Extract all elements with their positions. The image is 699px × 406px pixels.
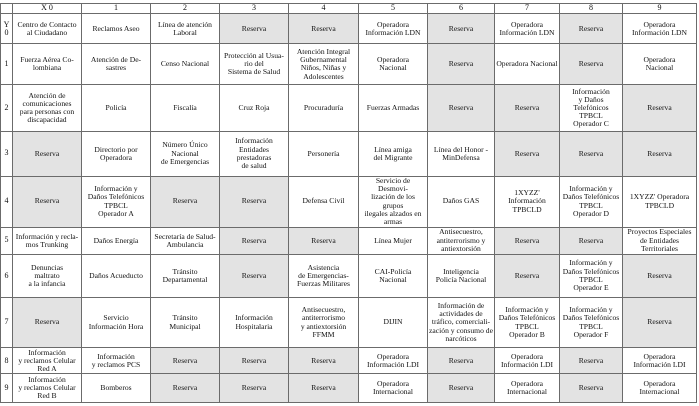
- cell-label: Reclamos Aseo: [92, 23, 140, 33]
- reserve-cell: [428, 348, 495, 374]
- service-cell: [151, 227, 220, 254]
- reserve-cell: [428, 14, 495, 44]
- cell-label: Directorio por Operadora: [94, 144, 138, 162]
- service-cell: [13, 254, 82, 297]
- reserve-cell: [495, 131, 560, 176]
- column-header: 2: [151, 4, 220, 14]
- service-cell: [623, 44, 697, 85]
- service-cell: [220, 131, 289, 176]
- column-header: 1: [82, 4, 151, 14]
- service-cell: [289, 254, 359, 297]
- cell-label: Atención de De- sastres: [90, 55, 142, 73]
- cell-label: Atención de comunicaciones para personas con discapacidad: [19, 90, 75, 125]
- service-cell: [359, 348, 428, 374]
- cell-label: Operadora Información LDI: [366, 351, 420, 369]
- cell-label: Reserva: [647, 102, 672, 112]
- y-zero-label: 0: [4, 27, 9, 37]
- service-cell: [289, 44, 359, 85]
- cell-label: Reserva: [241, 355, 267, 365]
- cell-label: Reserva: [241, 23, 267, 33]
- cell-label: Reserva: [514, 235, 540, 245]
- reserve-cell: [428, 85, 495, 132]
- cell-label: Asistencia de Emergencias- Fuerzas Militares: [297, 262, 350, 288]
- row-header: [1, 14, 13, 44]
- reserve-cell: [495, 85, 560, 132]
- cell-label: Operadora Información LDI: [633, 351, 686, 369]
- cell-label: Línea amiga del Migrante: [373, 144, 413, 162]
- cell-label: Reserva: [311, 383, 336, 393]
- service-cell: [623, 14, 697, 44]
- cell-label: Reserva: [514, 148, 540, 158]
- table-row: [1, 348, 697, 374]
- cell-label: Información y Daños Telefónicos TPBCL Operador D: [562, 184, 620, 218]
- cell-label: Operadora Información LDN: [365, 19, 421, 37]
- reserve-cell: [560, 374, 623, 403]
- service-cell: [359, 374, 428, 403]
- reserve-cell: [623, 254, 697, 297]
- cell-label: Reserva: [578, 383, 604, 393]
- cell-label: Personería: [307, 148, 340, 158]
- reserve-cell: [623, 131, 697, 176]
- reserve-cell: [13, 297, 82, 348]
- reserve-cell: [623, 297, 697, 348]
- cell-label: Servicio Información Hora: [88, 313, 144, 331]
- cell-label: Denuncias maltrato a la infancia: [28, 262, 66, 288]
- cell-label: Información y Daños Telefónicos TPBCL Operador F: [562, 305, 620, 339]
- table-row: [1, 85, 697, 132]
- y-axis-label: Y: [3, 19, 10, 29]
- cell-label: Censo Nacional: [160, 59, 210, 69]
- cell-label: Cruz Roja: [238, 102, 270, 112]
- row-header: 3: [1, 131, 13, 176]
- reserve-cell: [151, 348, 220, 374]
- reserve-cell: [560, 227, 623, 254]
- reserve-cell: [220, 176, 289, 227]
- cell-label: Información de actividades de tráfico, comerciali- zación y consumo de narcóticos: [429, 301, 493, 343]
- cell-label: Reserva: [448, 355, 474, 365]
- cell-label: Reserva: [311, 235, 336, 245]
- cell-label: Fuerza Aérea Co- lombiana: [20, 55, 74, 73]
- cell-label: Servicio de Desmovi- lización de los grupos ilegales alzados en armas: [364, 176, 422, 226]
- service-cell: [560, 176, 623, 227]
- service-cell: [289, 297, 359, 348]
- service-cell: [495, 176, 560, 227]
- reserve-cell: [220, 227, 289, 254]
- cell-label: Reserva: [34, 196, 60, 206]
- reserve-cell: [13, 176, 82, 227]
- cell-label: Operadora Nacional: [376, 55, 410, 73]
- service-cell: [428, 227, 495, 254]
- service-cell: [428, 254, 495, 297]
- column-header-x0: X 0: [13, 4, 82, 14]
- cell-label: Daños Acueducto: [89, 270, 143, 280]
- service-cell: [495, 297, 560, 348]
- row-header: 2: [1, 85, 13, 132]
- cell-label: Reserva: [578, 355, 604, 365]
- cell-label: Información y Daños Telefónicos TPBCL Operador A: [87, 184, 145, 218]
- service-cell: [359, 131, 428, 176]
- service-cell: [428, 297, 495, 348]
- cell-label: Centro de Contacto al Ciudadano: [17, 19, 77, 37]
- reserve-cell: [289, 14, 359, 44]
- cell-label: Información y reclamos Celular Red B: [18, 374, 76, 401]
- cell-label: Información y reclamos Celular Red A: [18, 347, 76, 374]
- column-header: 6: [428, 4, 495, 14]
- cell-label: Operadora Información LDN: [499, 19, 555, 37]
- reserve-cell: [220, 348, 289, 374]
- cell-label: Reserva: [514, 270, 540, 280]
- cell-label: Operadora Nacional: [643, 55, 676, 73]
- service-cell: [220, 85, 289, 132]
- cell-label: Defensa Civil: [302, 196, 345, 206]
- cell-label: Antisecuestro, antiterrorismo y antiextorsión: [436, 227, 486, 253]
- service-cell: [428, 176, 495, 227]
- reserve-cell: [220, 14, 289, 44]
- service-cell: [359, 254, 428, 297]
- column-header: 4: [289, 4, 359, 14]
- service-cell: [623, 374, 697, 403]
- service-cell: [151, 85, 220, 132]
- service-cell: [359, 176, 428, 227]
- column-header: 3: [220, 4, 289, 14]
- reserve-cell: [289, 374, 359, 403]
- cell-label: Reserva: [448, 102, 474, 112]
- cell-label: Reserva: [647, 317, 672, 327]
- cell-label: Reserva: [311, 355, 336, 365]
- cell-label: Información y reclamos PCS: [91, 351, 141, 369]
- reserve-cell: [560, 131, 623, 176]
- row-header: 4: [1, 176, 13, 227]
- service-cell: [13, 227, 82, 254]
- service-cell: [151, 44, 220, 85]
- service-cell: [82, 85, 151, 132]
- row-header: 8: [1, 348, 13, 374]
- cell-label: Bomberos: [100, 383, 132, 393]
- cell-label: Secretaría de Salud- Ambulancia: [154, 231, 216, 249]
- cell-label: Información y Daños Telefónicos TPBCL Operador C: [572, 86, 610, 129]
- cell-label: Reserva: [241, 270, 267, 280]
- service-cell: [560, 254, 623, 297]
- reserve-cell: [220, 254, 289, 297]
- cell-label: 1XYZZ' Operadora TPBCLD: [629, 192, 690, 210]
- reserve-cell: [151, 374, 220, 403]
- service-cell: [289, 85, 359, 132]
- cell-label: Reserva: [647, 270, 672, 280]
- table-row: [1, 14, 697, 44]
- service-cell: [82, 348, 151, 374]
- table-row: [1, 176, 697, 227]
- service-cell: [13, 374, 82, 403]
- table-row: [1, 297, 697, 348]
- cell-label: Línea de atención Laboral: [158, 19, 212, 37]
- cell-label: Información y Daños Telefónicos TPBCL Operador B: [498, 305, 556, 339]
- service-cell: [220, 297, 289, 348]
- reserve-cell: [560, 44, 623, 85]
- service-cell: [359, 297, 428, 348]
- cell-label: Daños GAS: [442, 196, 480, 206]
- cell-label: Reserva: [241, 196, 267, 206]
- number-allocation-table: [0, 3, 697, 403]
- cell-label: Reserva: [448, 59, 474, 69]
- service-cell: [82, 297, 151, 348]
- service-cell: [359, 85, 428, 132]
- cell-label: Número Único Nacional de Emergencias: [160, 140, 210, 166]
- cell-label: Reserva: [647, 148, 672, 158]
- service-cell: [495, 374, 560, 403]
- cell-label: Reserva: [448, 23, 474, 33]
- column-header: 8: [560, 4, 623, 14]
- cell-label: Inteligencia Policía Nacional: [435, 266, 487, 284]
- reserve-cell: [560, 348, 623, 374]
- service-cell: [82, 176, 151, 227]
- service-cell: [82, 44, 151, 85]
- cell-label: Operadora Información LDN: [631, 19, 688, 37]
- cell-label: Tránsito Municipal: [169, 313, 201, 331]
- reserve-cell: [220, 374, 289, 403]
- service-cell: [13, 44, 82, 85]
- cell-label: Información y Daños Telefónicos TPBCL Operador E: [562, 258, 620, 293]
- service-cell: [82, 254, 151, 297]
- column-header: 5: [359, 4, 428, 14]
- cell-label: Operadora Internacional: [372, 379, 414, 397]
- cell-label: CAI-Policía Nacional: [374, 266, 412, 284]
- cell-label: Reserva: [578, 23, 604, 33]
- service-cell: [220, 44, 289, 85]
- reserve-cell: [560, 14, 623, 44]
- cell-label: Información Hospitalaria: [235, 313, 273, 331]
- reserve-cell: [495, 254, 560, 297]
- service-cell: [151, 254, 220, 297]
- cell-label: Daños Energía: [93, 235, 139, 245]
- service-cell: [13, 348, 82, 374]
- service-cell: [13, 85, 82, 132]
- cell-label: Línea Mujer: [374, 235, 412, 245]
- cell-label: Antisecuestro, antiterrorismo y antiextorsión FFMM: [300, 305, 347, 339]
- cell-label: Operadora Nacional: [496, 59, 558, 69]
- service-cell: [560, 85, 623, 132]
- cell-label: Reserva: [578, 148, 604, 158]
- service-cell: [151, 131, 220, 176]
- service-cell: [495, 348, 560, 374]
- cell-label: Reserva: [241, 383, 267, 393]
- reserve-cell: [428, 374, 495, 403]
- cell-label: Operadora Internacional: [506, 379, 548, 397]
- cell-label: Reserva: [172, 196, 198, 206]
- reserve-cell: [151, 176, 220, 227]
- service-cell: [623, 176, 697, 227]
- cell-label: Fuerzas Armadas: [366, 102, 420, 112]
- cell-label: Policía: [105, 102, 127, 112]
- row-header: 7: [1, 297, 13, 348]
- reserve-cell: [495, 227, 560, 254]
- cell-label: Reserva: [172, 383, 198, 393]
- cell-label: Procuraduría: [303, 102, 344, 112]
- service-cell: [428, 131, 495, 176]
- cell-label: Información Entidades prestadoras de salud: [235, 136, 273, 170]
- cell-label: Protección al Usua- rio del Sistema de Salud: [224, 51, 284, 77]
- table-row: [1, 227, 697, 254]
- service-cell: [13, 14, 82, 44]
- corner-cell: [1, 4, 13, 14]
- table-row: [1, 131, 697, 176]
- reserve-cell: [13, 131, 82, 176]
- service-cell: [560, 297, 623, 348]
- service-cell: [289, 131, 359, 176]
- cell-label: Información y recla- mos Trunking: [15, 231, 79, 249]
- reserve-cell: [289, 227, 359, 254]
- table-body: [1, 14, 697, 403]
- table-row: [1, 374, 697, 403]
- service-cell: [359, 14, 428, 44]
- cell-label: Tránsito Departamental: [162, 266, 208, 284]
- reserve-cell: [289, 348, 359, 374]
- row-header: 9: [1, 374, 13, 403]
- header-row: [1, 4, 697, 14]
- service-cell: [82, 374, 151, 403]
- service-cell: [82, 227, 151, 254]
- cell-label: Reserva: [578, 59, 604, 69]
- cell-label: Reserva: [241, 235, 267, 245]
- service-cell: [151, 297, 220, 348]
- cell-label: Operadora Internacional: [639, 379, 680, 397]
- cell-label: Reserva: [448, 383, 474, 393]
- table-row: [1, 254, 697, 297]
- reserve-cell: [623, 85, 697, 132]
- cell-label: Reserva: [34, 148, 60, 158]
- cell-label: DIJIN: [383, 317, 403, 327]
- service-cell: [82, 14, 151, 44]
- row-header: 6: [1, 254, 13, 297]
- service-cell: [623, 348, 697, 374]
- column-header: 7: [495, 4, 560, 14]
- cell-label: 1XYZZ' Información TPBCLD: [508, 188, 546, 214]
- service-cell: [82, 131, 151, 176]
- cell-label: Línea del Honor - MinDefensa: [433, 144, 489, 162]
- cell-label: Atención Integral Gubernamental Niños, Niñas y Adolescentes: [296, 46, 351, 81]
- service-cell: [495, 14, 560, 44]
- service-cell: [151, 14, 220, 44]
- service-cell: [359, 44, 428, 85]
- cell-label: Reserva: [172, 355, 198, 365]
- service-cell: [359, 227, 428, 254]
- cell-label: Reserva: [311, 23, 336, 33]
- cell-label: Proyectos Especiales de Entidades Territoriales: [627, 227, 692, 253]
- reserve-cell: [428, 44, 495, 85]
- cell-label: Fiscalía: [173, 102, 197, 112]
- table-row: [1, 44, 697, 85]
- service-cell: [495, 44, 560, 85]
- service-cell: [289, 176, 359, 227]
- service-cell: [623, 227, 697, 254]
- cell-label: Reserva: [34, 317, 60, 327]
- row-header: 1: [1, 44, 13, 85]
- column-header: 9: [623, 4, 697, 14]
- row-header: 5: [1, 227, 13, 254]
- cell-label: Reserva: [514, 102, 540, 112]
- cell-label: Reserva: [578, 235, 604, 245]
- cell-label: Operadora Información LDI: [500, 351, 554, 369]
